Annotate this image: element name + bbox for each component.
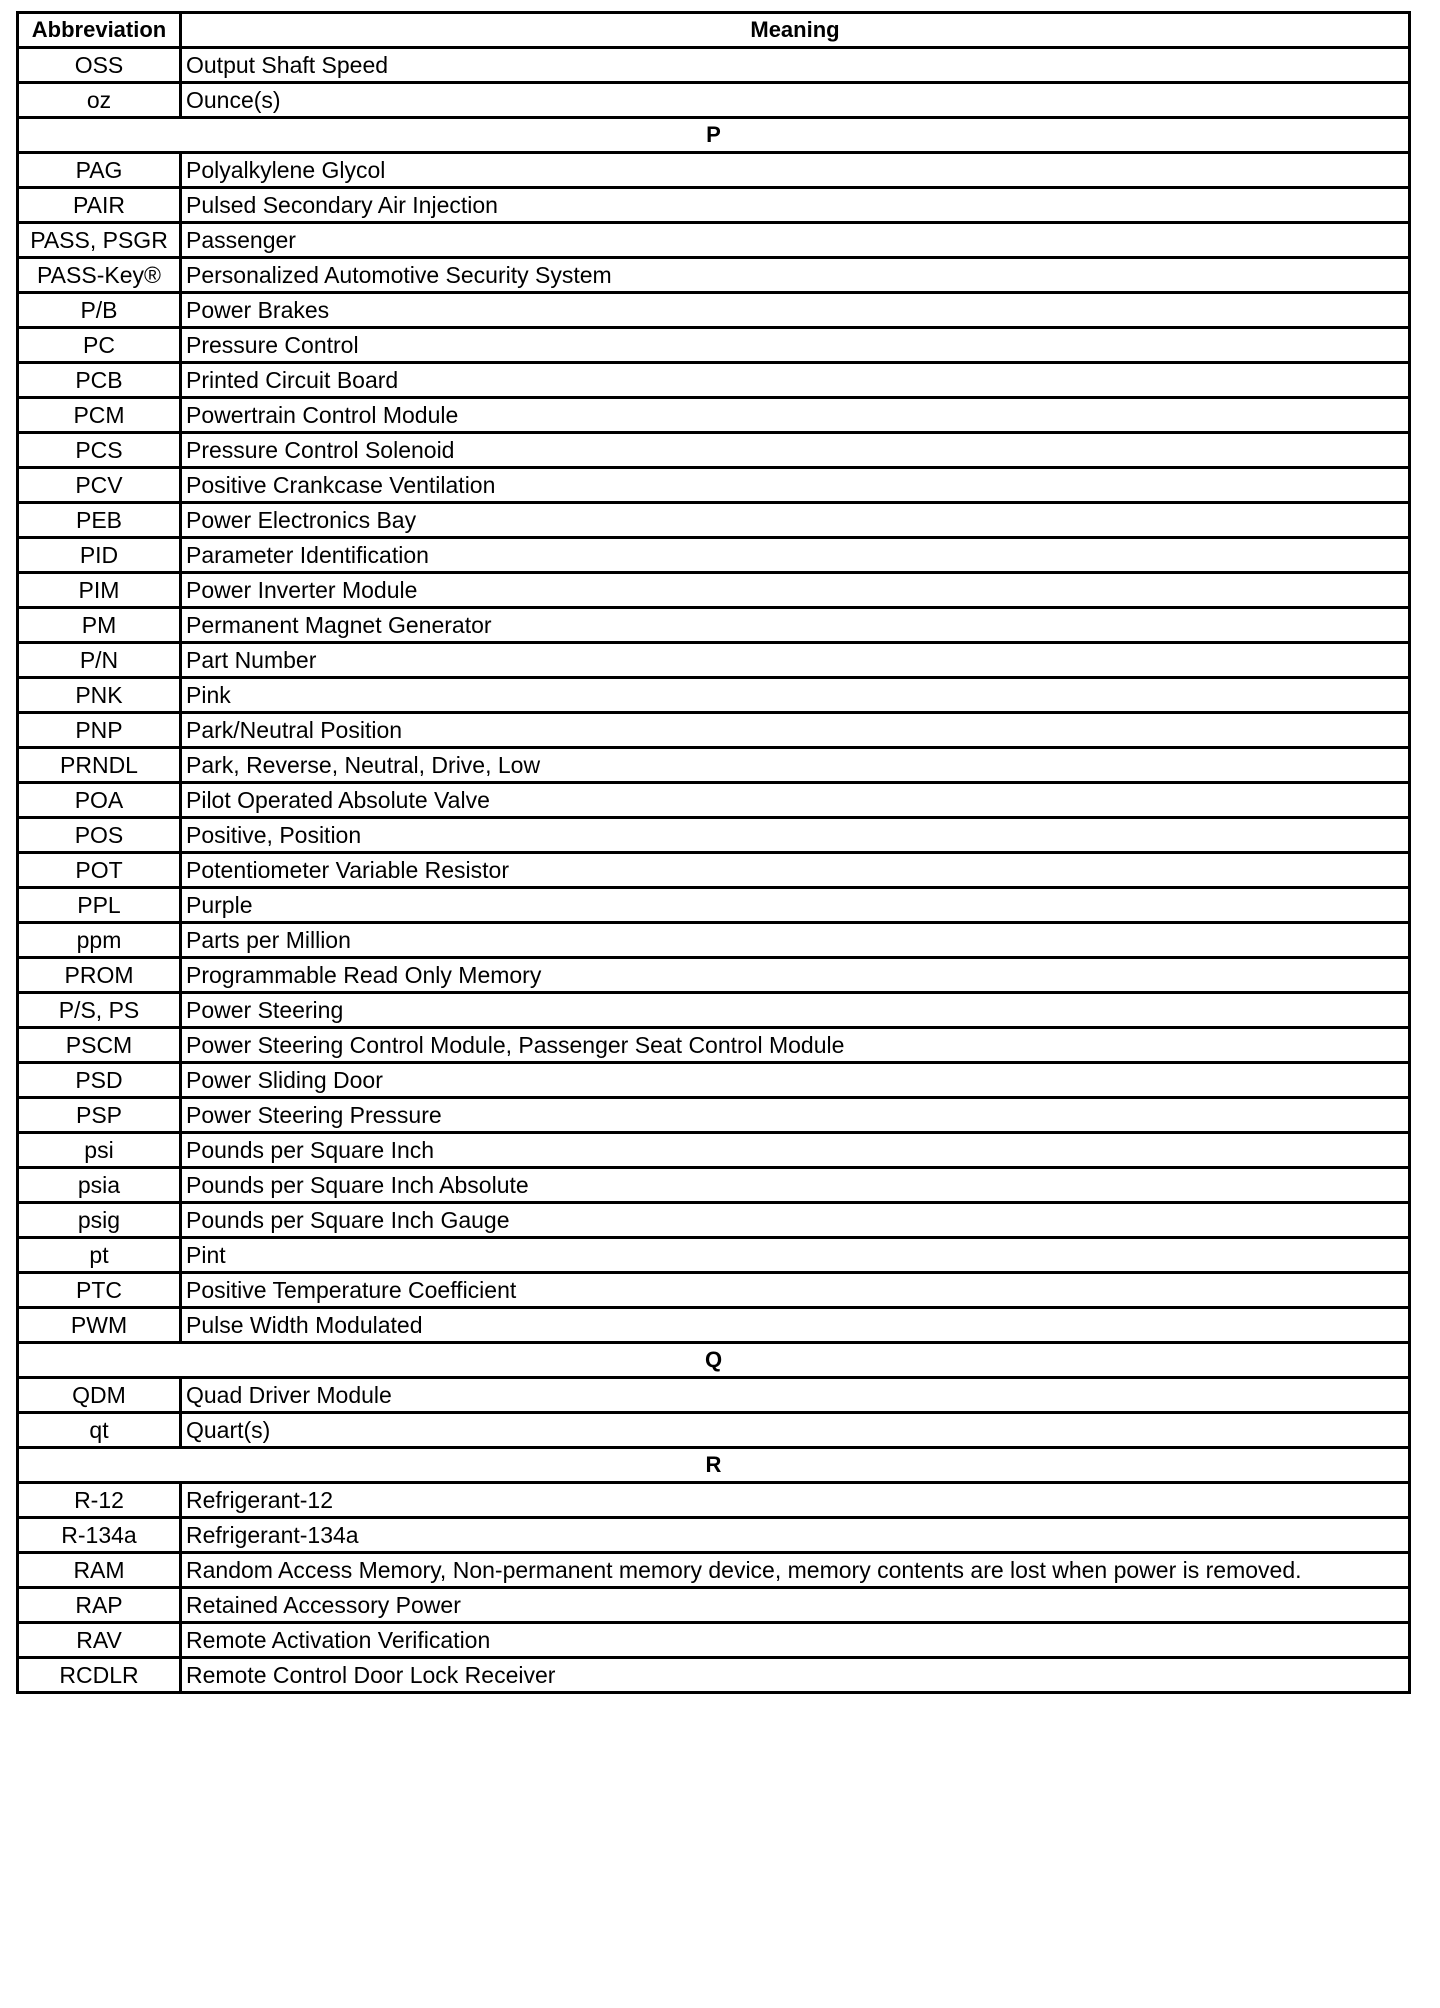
abbreviation-cell: OSS [18,48,181,83]
abbreviation-cell: PNP [18,713,181,748]
table-row [18,363,1410,398]
abbreviation-cell: PPL [18,888,181,923]
meaning-cell: Pint [181,1238,1410,1273]
meaning-cell: Powertrain Control Module [181,398,1410,433]
table-row [18,1238,1410,1273]
table-row [18,433,1410,468]
table-row [18,398,1410,433]
abbreviation-cell: PCB [18,363,181,398]
meaning-cell: Permanent Magnet Generator [181,608,1410,643]
meaning-cell: Refrigerant-12 [181,1483,1410,1518]
meaning-cell: Parts per Million [181,923,1410,958]
abbreviation-cell: POS [18,818,181,853]
table-row [18,1623,1410,1658]
abbreviation-cell: PAG [18,153,181,188]
table-row [18,888,1410,923]
meaning-cell: Power Inverter Module [181,573,1410,608]
table-row [18,678,1410,713]
abbreviation-cell: PCS [18,433,181,468]
meaning-cell: Park/Neutral Position [181,713,1410,748]
meaning-cell: Pink [181,678,1410,713]
meaning-cell: Power Steering Pressure [181,1098,1410,1133]
meaning-cell: Passenger [181,223,1410,258]
table-row [18,1168,1410,1203]
meaning-column-header: Meaning [181,13,1410,48]
meaning-cell: Remote Activation Verification [181,1623,1410,1658]
table-row [18,83,1410,118]
abbreviation-cell: PIM [18,573,181,608]
table-row [18,923,1410,958]
meaning-cell: Part Number [181,643,1410,678]
table-row [18,188,1410,223]
abbreviation-cell: P/B [18,293,181,328]
table-row [18,293,1410,328]
meaning-cell: Potentiometer Variable Resistor [181,853,1410,888]
abbreviation-cell: PNK [18,678,181,713]
table-row [18,1483,1410,1518]
meaning-cell: Power Brakes [181,293,1410,328]
section-row [18,1448,1410,1483]
meaning-cell: Pulsed Secondary Air Injection [181,188,1410,223]
abbreviation-cell: PC [18,328,181,363]
abbreviation-column-header: Abbreviation [18,13,181,48]
abbreviation-cell: QDM [18,1378,181,1413]
table-row [18,573,1410,608]
abbreviation-cell: PCM [18,398,181,433]
meaning-cell: Power Sliding Door [181,1063,1410,1098]
table-row [18,1413,1410,1448]
abbreviation-cell: RCDLR [18,1658,181,1693]
meaning-cell: Purple [181,888,1410,923]
abbreviation-cell: PID [18,538,181,573]
abbreviation-cell: RAM [18,1553,181,1588]
table-row [18,1098,1410,1133]
abbreviation-cell: PSP [18,1098,181,1133]
table-row [18,748,1410,783]
abbreviation-table [16,11,1411,1694]
abbreviation-cell: qt [18,1413,181,1448]
meaning-cell: Positive Temperature Coefficient [181,1273,1410,1308]
table-row [18,713,1410,748]
abbreviation-cell: PSCM [18,1028,181,1063]
abbreviation-cell: psia [18,1168,181,1203]
abbreviation-cell: pt [18,1238,181,1273]
meaning-cell: Remote Control Door Lock Receiver [181,1658,1410,1693]
meaning-cell: Pressure Control Solenoid [181,433,1410,468]
meaning-cell: Random Access Memory, Non-permanent memory device, memory contents are lost when power is removed. [181,1553,1410,1588]
header-row [18,13,1410,48]
abbreviation-cell: ppm [18,923,181,958]
table-row [18,1273,1410,1308]
table-row [18,1658,1410,1693]
meaning-cell: Printed Circuit Board [181,363,1410,398]
meaning-cell: Power Electronics Bay [181,503,1410,538]
abbreviation-cell: PASS, PSGR [18,223,181,258]
section-letter: P [18,118,1410,153]
meaning-cell: Parameter Identification [181,538,1410,573]
table-row [18,1518,1410,1553]
table-row [18,153,1410,188]
table-row [18,608,1410,643]
table-row [18,48,1410,83]
abbreviation-cell: POT [18,853,181,888]
meaning-cell: Ounce(s) [181,83,1410,118]
table-row [18,1133,1410,1168]
abbreviation-cell: PROM [18,958,181,993]
abbreviation-cell: PRNDL [18,748,181,783]
table-row [18,223,1410,258]
abbreviation-cell: RAV [18,1623,181,1658]
table-body [18,48,1410,1693]
meaning-cell: Power Steering [181,993,1410,1028]
table-row [18,853,1410,888]
abbreviation-cell: PM [18,608,181,643]
abbreviation-cell: oz [18,83,181,118]
meaning-cell: Park, Reverse, Neutral, Drive, Low [181,748,1410,783]
table-header [18,13,1410,48]
section-letter: Q [18,1343,1410,1378]
table-row [18,818,1410,853]
meaning-cell: Output Shaft Speed [181,48,1410,83]
abbreviation-cell: P/N [18,643,181,678]
meaning-cell: Pounds per Square Inch Absolute [181,1168,1410,1203]
meaning-cell: Quart(s) [181,1413,1410,1448]
table-row [18,1588,1410,1623]
meaning-cell: Polyalkylene Glycol [181,153,1410,188]
abbreviation-cell: psig [18,1203,181,1238]
meaning-cell: Pressure Control [181,328,1410,363]
abbreviation-cell: PSD [18,1063,181,1098]
table-row [18,783,1410,818]
meaning-cell: Pulse Width Modulated [181,1308,1410,1343]
abbreviation-cell: POA [18,783,181,818]
table-row [18,468,1410,503]
table-row [18,993,1410,1028]
table-row [18,1553,1410,1588]
abbreviation-cell: psi [18,1133,181,1168]
abbreviation-cell: PTC [18,1273,181,1308]
abbreviation-cell: RAP [18,1588,181,1623]
table-row [18,958,1410,993]
abbreviation-cell: PCV [18,468,181,503]
meaning-cell: Refrigerant-134a [181,1518,1410,1553]
meaning-cell: Positive, Position [181,818,1410,853]
table-row [18,503,1410,538]
abbreviation-cell: P/S, PS [18,993,181,1028]
table-row [18,1028,1410,1063]
abbreviation-cell: R-134a [18,1518,181,1553]
abbreviation-cell: PAIR [18,188,181,223]
table-row [18,258,1410,293]
table-row [18,1063,1410,1098]
meaning-cell: Pilot Operated Absolute Valve [181,783,1410,818]
meaning-cell: Power Steering Control Module, Passenger Seat Control Module [181,1028,1410,1063]
meaning-cell: Programmable Read Only Memory [181,958,1410,993]
meaning-cell: Quad Driver Module [181,1378,1410,1413]
meaning-cell: Personalized Automotive Security System [181,258,1410,293]
meaning-cell: Pounds per Square Inch Gauge [181,1203,1410,1238]
abbreviation-cell: PASS-Key® [18,258,181,293]
table-row [18,538,1410,573]
table-row [18,1378,1410,1413]
section-letter: R [18,1448,1410,1483]
meaning-cell: Retained Accessory Power [181,1588,1410,1623]
abbreviation-cell: PEB [18,503,181,538]
table-row [18,1203,1410,1238]
abbreviation-cell: R-12 [18,1483,181,1518]
table-row [18,643,1410,678]
section-row [18,1343,1410,1378]
meaning-cell: Pounds per Square Inch [181,1133,1410,1168]
meaning-cell: Positive Crankcase Ventilation [181,468,1410,503]
section-row [18,118,1410,153]
table-row [18,1308,1410,1343]
table-row [18,328,1410,363]
abbreviation-cell: PWM [18,1308,181,1343]
